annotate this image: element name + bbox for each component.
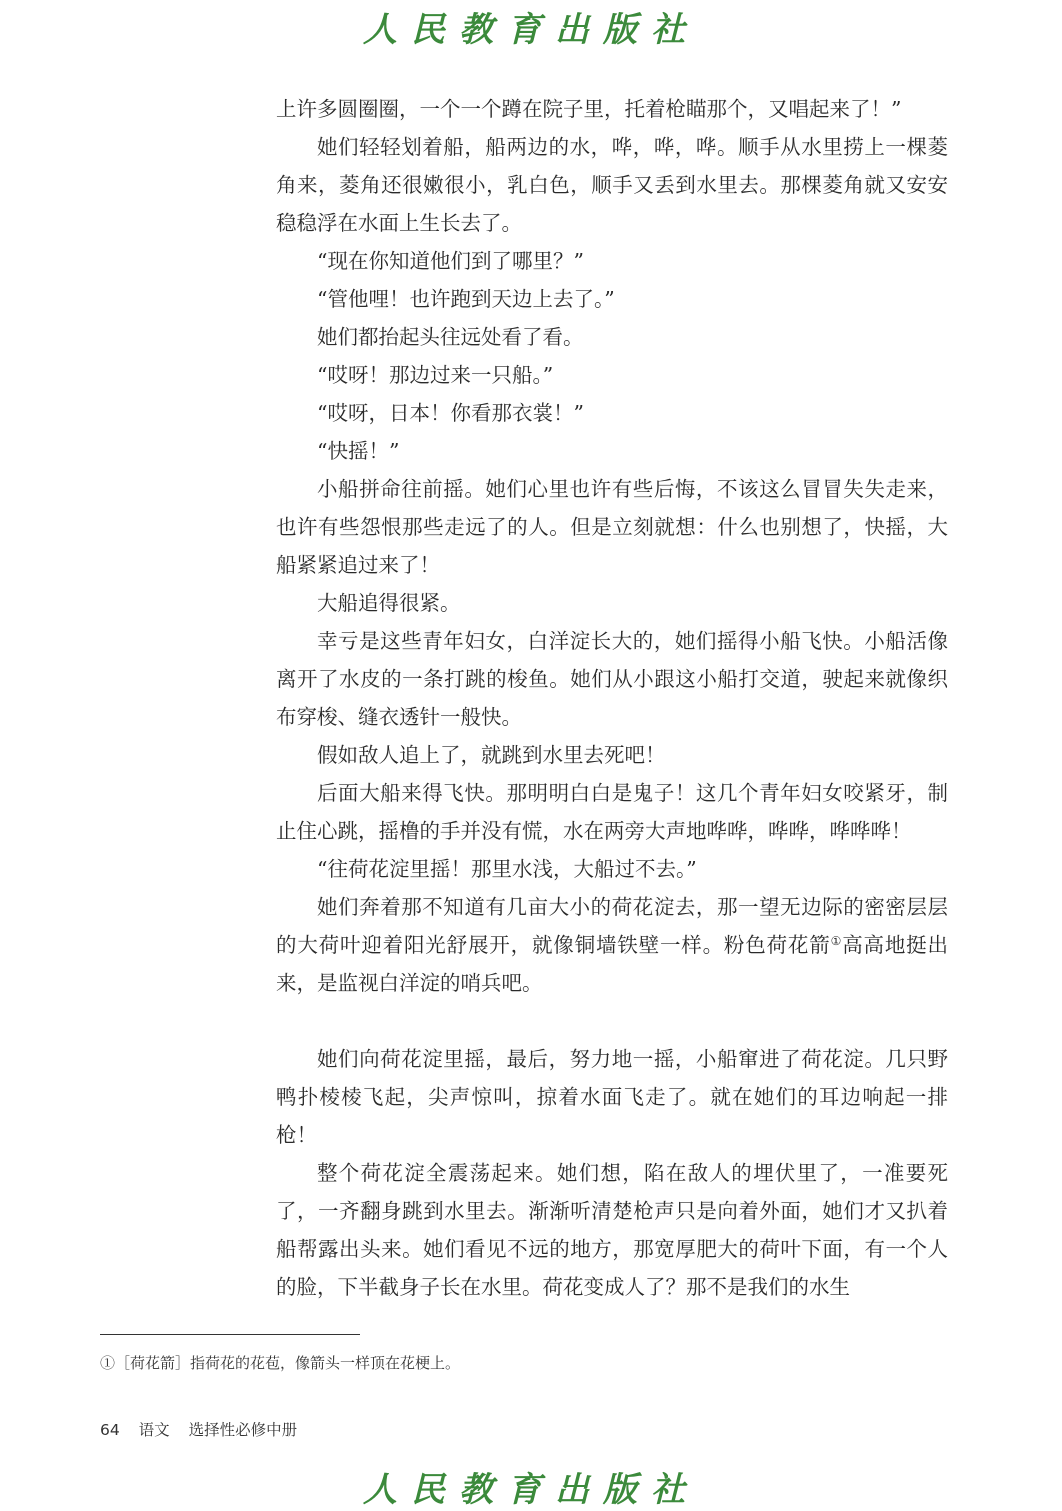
paragraph: 大船追得很紧。 (317, 591, 461, 615)
paragraph: 幸亏是这些青年妇女，白洋淀长大的，她们摇得小船飞快。小船活像离开了水皮的一条打跳的梭鱼。她们从小跟这小船打交道，驶起来就像织布穿梭、缝衣透针一般快。 (276, 629, 948, 729)
paragraph: “哎呀！那边过来一只船。” (317, 363, 554, 387)
book-volume: 选择性必修中册 (188, 1421, 298, 1439)
paragraph-text: 高高地挺出来，是监视白洋淀的哨兵吧。 (276, 933, 949, 995)
paragraph: 上许多圆圈圈，一个一个蹲在院子里，托着枪瞄那个，又唱起来了！” (276, 97, 902, 121)
article-body (276, 90, 948, 1306)
paragraph: “哎呀，日本！你看那衣裳！” (317, 401, 584, 425)
page-number: 64 (100, 1421, 120, 1439)
paragraph-text: 她们奔着那不知道有几亩大小的荷花淀去，那一望无边际的密密层层的大荷叶迎着阳光舒展开，就像铜墙铁壁一样。粉色荷花箭 (276, 895, 948, 957)
paragraph: 后面大船来得飞快。那明明白白是鬼子！这几个青年妇女咬紧牙，制止住心跳，摇橹的手并没有慌，水在两旁大声地哗哗，哗哗，哗哗哗！ (276, 781, 948, 843)
paragraph: 她们向荷花淀里摇，最后，努力地一摇，小船窜进了荷花淀。几只野鸭扑棱棱飞起，尖声惊叫，掠着水面飞走了。就在她们的耳边响起一排枪！ (276, 1047, 948, 1147)
paragraph (276, 888, 948, 1002)
paragraph: “快摇！” (317, 439, 400, 463)
paragraph: “往荷花淀里摇！那里水浅，大船过不去。” (317, 857, 697, 881)
paragraph: 小船拼命往前摇。她们心里也许有些后悔，不该这么冒冒失失走来，也许有些怨恨那些走远了的人。但是立刻就想：什么也别想了，快摇，大船紧紧追过来了！ (276, 477, 948, 577)
paragraph: 假如敌人追上了，就跳到水里去死吧！ (317, 743, 666, 767)
paragraph: “管他哩！也许跑到天边上去了。” (317, 287, 615, 311)
publisher-logo-top: 人民教育出版社 (363, 10, 699, 50)
footnote-divider (100, 1334, 360, 1335)
publisher-logo-bottom: 人民教育出版社 (363, 1470, 699, 1510)
footnote-reference[interactable]: ① (830, 934, 843, 948)
page-footer (100, 1418, 311, 1440)
footnote: ①［荷花箭］指荷花的花苞，像箭头一样顶在花梗上。 (100, 1354, 461, 1372)
paragraph: 她们轻轻划着船，船两边的水，哗，哗，哗。顺手从水里捞上一棵菱角来，菱角还很嫩很小，乳白色，顺手又丢到水里去。那棵菱角就又安安稳稳浮在水面上生长去了。 (276, 135, 948, 235)
paragraph: 整个荷花淀全震荡起来。她们想，陷在敌人的埋伏里了，一准要死了，一齐翻身跳到水里去。渐渐听清楚枪声只是向着外面，她们才又扒着船帮露出头来。她们看见不远的地方，那宽厚肥大的荷叶下面，有一个人的脸，下半截身子长在水里。荷花变成人了？那不是我们的水生 (276, 1161, 948, 1299)
book-subject: 语文 (138, 1421, 170, 1439)
paragraph: 她们都抬起头往远处看了看。 (317, 325, 584, 349)
paragraph: “现在你知道他们到了哪里？” (317, 249, 584, 273)
